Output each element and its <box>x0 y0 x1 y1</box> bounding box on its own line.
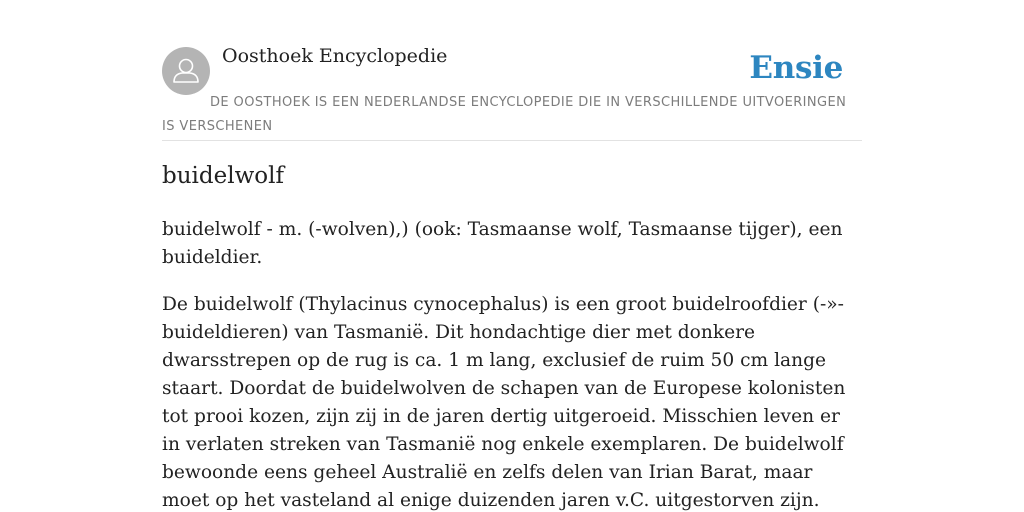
source-header <box>162 0 862 141</box>
user-avatar-icon[interactable] <box>162 47 210 95</box>
source-name-link[interactable]: Oosthoek Encyclopedie <box>222 45 448 67</box>
article-paragraph-description: De buidelwolf (Thylacinus cynocephalus) is een groot buidelroofdier (-»-buideldieren) van Tasmanië. Dit hondachtige dier met donkere dwarsstrepen op de rug is ca. 1 m lang, exclusief de ruim 50 cm lange staart. Doordat de buidelwolven de schapen van de Europese kolonisten tot prooi kozen, zijn zij in de jaren dertig uitgeroeid. Misschien leven er in verlaten streken van Tasmanië nog enkele exemplaren. De buidelwolf bewoonde eens geheel Australië en zelfs delen van Irian Barat, maar moet op het vasteland al enige duizenden jaren v.C. uitgestorven zijn. <box>162 294 846 511</box>
source-description: DE OOSTHOEK IS EEN NEDERLANDSE ENCYCLOPEDIE DIE IN VERSCHILLENDE UITVOERINGEN IS VERSCHENEN <box>162 95 847 134</box>
article-body <box>162 216 862 512</box>
article-paragraph-definition: buidelwolf - m. (-wolven),) (ook: Tasmaanse wolf, Tasmaanse tijger), een buideldier. <box>162 219 843 268</box>
brand-logo-link[interactable]: Ensie <box>749 50 843 86</box>
content-container <box>162 0 862 511</box>
article-title: buidelwolf <box>162 163 284 189</box>
